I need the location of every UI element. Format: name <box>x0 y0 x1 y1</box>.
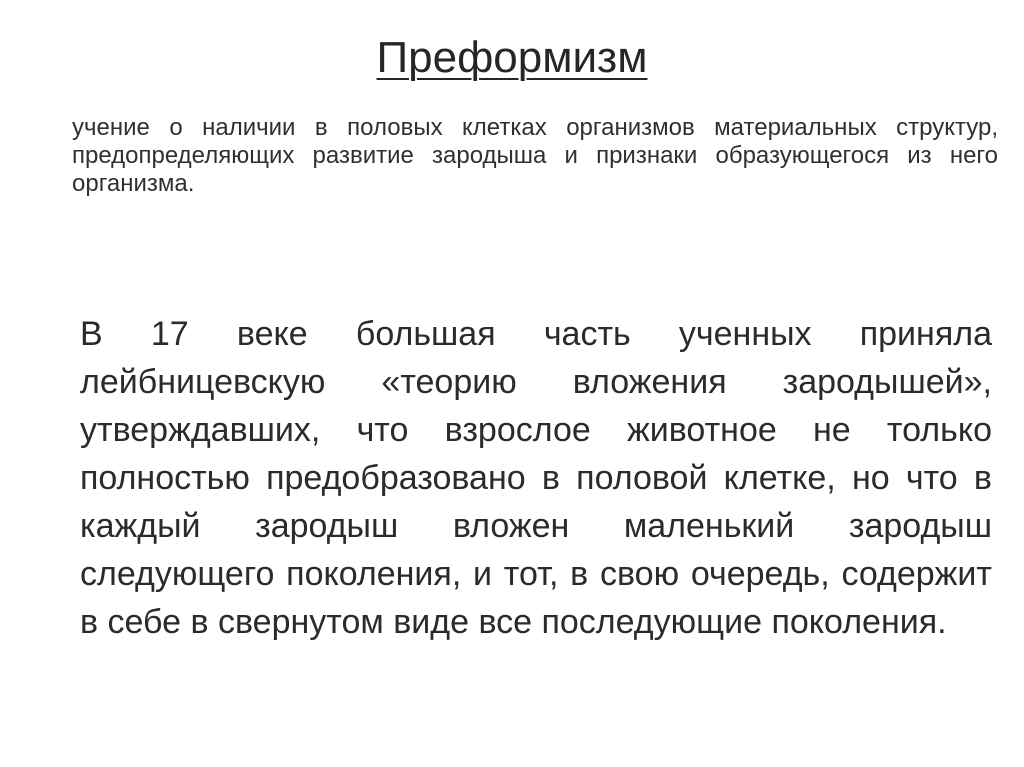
slide-title-text: Преформизм <box>376 33 648 82</box>
body-paragraph: В 17 веке большая часть ученных приняла лейбницевскую «теорию вложения зародышей», утверждавших, что взрослое животное не только полностью предобразовано в половой клетке, но что в каждый зародыш вложен маленький зародыш следующего поколения, и тот, в свою очередь, содержит в себе в свернутом виде все последующие поколения. <box>80 315 992 641</box>
slide-title <box>0 28 1024 88</box>
definition-text: учение о наличии в половых клетках организмов материальных структур, предопределяющих развитие зародыша и признаки образующегося из него организма. <box>72 114 998 197</box>
